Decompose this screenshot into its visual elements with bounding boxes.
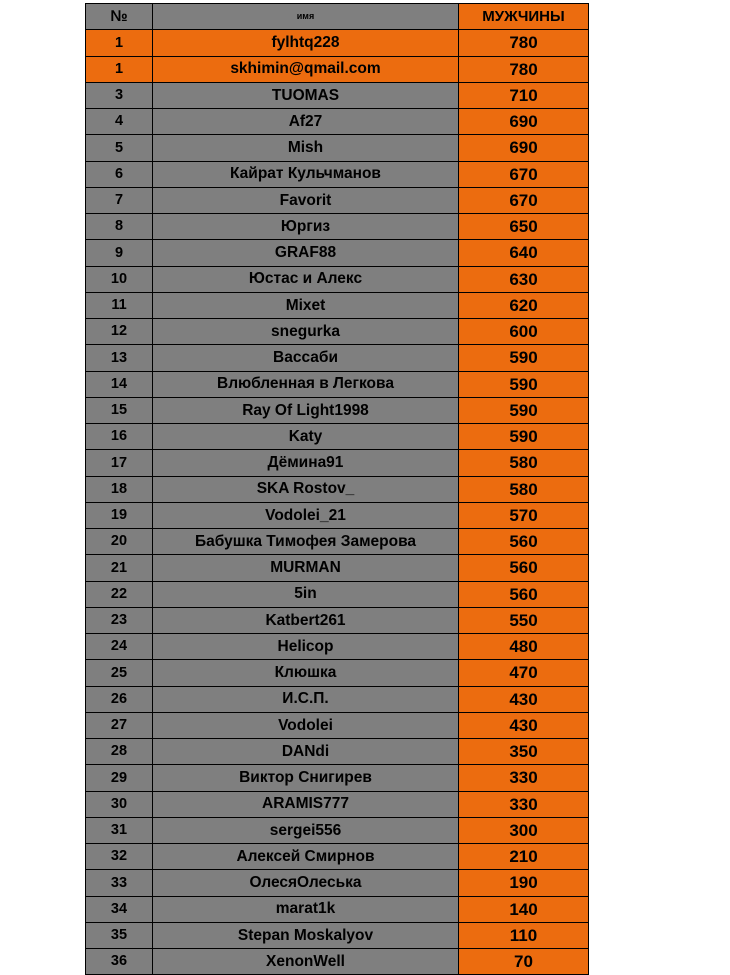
table-row	[86, 529, 589, 555]
row-name: TUOMAS	[153, 82, 459, 108]
row-number: 16	[86, 424, 153, 450]
row-score: 430	[459, 712, 589, 738]
row-score: 590	[459, 345, 589, 371]
table-row	[86, 345, 589, 371]
table-header	[86, 4, 589, 30]
row-score: 580	[459, 476, 589, 502]
row-number: 33	[86, 870, 153, 896]
table-row	[86, 817, 589, 843]
row-score: 640	[459, 240, 589, 266]
row-score: 110	[459, 922, 589, 948]
row-name: Кайрат Кульчманов	[153, 161, 459, 187]
row-name: Бабушка Тимофея Замерова	[153, 529, 459, 555]
row-number: 15	[86, 397, 153, 423]
table-row	[86, 214, 589, 240]
ranking-table	[85, 3, 589, 975]
row-name: Helicop	[153, 634, 459, 660]
header-name: имя	[153, 4, 459, 30]
row-name: И.С.П.	[153, 686, 459, 712]
row-name: Вассаби	[153, 345, 459, 371]
row-number: 17	[86, 450, 153, 476]
table-row	[86, 765, 589, 791]
row-number: 14	[86, 371, 153, 397]
row-number: 32	[86, 844, 153, 870]
row-name: DANdi	[153, 739, 459, 765]
row-number: 36	[86, 949, 153, 975]
row-score: 470	[459, 660, 589, 686]
table-row	[86, 581, 589, 607]
row-score: 330	[459, 791, 589, 817]
row-name: fylhtq228	[153, 30, 459, 56]
row-name: MURMAN	[153, 555, 459, 581]
row-score: 560	[459, 555, 589, 581]
row-number: 8	[86, 214, 153, 240]
row-name: marat1k	[153, 896, 459, 922]
table-row	[86, 660, 589, 686]
row-score: 480	[459, 634, 589, 660]
table-row	[86, 450, 589, 476]
row-score: 140	[459, 896, 589, 922]
row-number: 30	[86, 791, 153, 817]
row-name: Дёмина91	[153, 450, 459, 476]
table-row	[86, 424, 589, 450]
table-row	[86, 844, 589, 870]
row-score: 330	[459, 765, 589, 791]
row-name: sergei556	[153, 817, 459, 843]
row-name: SKA Rostov_	[153, 476, 459, 502]
row-name: Алексей Смирнов	[153, 844, 459, 870]
table-row	[86, 56, 589, 82]
row-number: 34	[86, 896, 153, 922]
row-number: 9	[86, 240, 153, 266]
row-number: 25	[86, 660, 153, 686]
row-score: 570	[459, 502, 589, 528]
table-row	[86, 634, 589, 660]
row-number: 10	[86, 266, 153, 292]
row-number: 4	[86, 109, 153, 135]
row-number: 18	[86, 476, 153, 502]
row-name: Влюбленная в Легкова	[153, 371, 459, 397]
row-name: ARAMIS777	[153, 791, 459, 817]
row-score: 650	[459, 214, 589, 240]
row-number: 26	[86, 686, 153, 712]
row-name: snegurka	[153, 319, 459, 345]
table-row	[86, 896, 589, 922]
row-number: 20	[86, 529, 153, 555]
row-score: 300	[459, 817, 589, 843]
row-name: Клюшка	[153, 660, 459, 686]
row-number: 35	[86, 922, 153, 948]
table-row	[86, 607, 589, 633]
row-name: Vodolei	[153, 712, 459, 738]
table-row	[86, 502, 589, 528]
row-name: Mixet	[153, 292, 459, 318]
row-name: Stepan Moskalyov	[153, 922, 459, 948]
row-name: Mish	[153, 135, 459, 161]
row-number: 3	[86, 82, 153, 108]
table-row	[86, 30, 589, 56]
row-number: 19	[86, 502, 153, 528]
row-name: Katy	[153, 424, 459, 450]
row-number: 6	[86, 161, 153, 187]
row-score: 590	[459, 424, 589, 450]
table-row	[86, 791, 589, 817]
row-name: Favorit	[153, 187, 459, 213]
row-number: 23	[86, 607, 153, 633]
table-row	[86, 319, 589, 345]
row-score: 590	[459, 371, 589, 397]
row-name: XenonWell	[153, 949, 459, 975]
row-score: 590	[459, 397, 589, 423]
row-score: 620	[459, 292, 589, 318]
row-score: 780	[459, 30, 589, 56]
row-name: Af27	[153, 109, 459, 135]
row-score: 670	[459, 161, 589, 187]
row-name: Vodolei_21	[153, 502, 459, 528]
row-score: 350	[459, 739, 589, 765]
row-number: 29	[86, 765, 153, 791]
table-row	[86, 949, 589, 975]
table-row	[86, 187, 589, 213]
table-row	[86, 686, 589, 712]
table-row	[86, 712, 589, 738]
row-score: 560	[459, 529, 589, 555]
row-number: 31	[86, 817, 153, 843]
row-number: 1	[86, 56, 153, 82]
row-name: GRAF88	[153, 240, 459, 266]
row-score: 190	[459, 870, 589, 896]
row-score: 210	[459, 844, 589, 870]
table-row	[86, 109, 589, 135]
row-number: 22	[86, 581, 153, 607]
header-number: №	[86, 4, 153, 30]
row-number: 1	[86, 30, 153, 56]
row-number: 7	[86, 187, 153, 213]
row-score: 430	[459, 686, 589, 712]
row-name: Юстас и Алекс	[153, 266, 459, 292]
header-row	[86, 4, 589, 30]
table-body	[86, 30, 589, 975]
table-row	[86, 922, 589, 948]
row-score: 670	[459, 187, 589, 213]
row-number: 5	[86, 135, 153, 161]
table-row	[86, 240, 589, 266]
row-name: 5in	[153, 581, 459, 607]
row-number: 12	[86, 319, 153, 345]
row-score: 560	[459, 581, 589, 607]
row-name: Ray Of Light1998	[153, 397, 459, 423]
row-score: 70	[459, 949, 589, 975]
row-score: 630	[459, 266, 589, 292]
row-number: 13	[86, 345, 153, 371]
row-number: 21	[86, 555, 153, 581]
row-score: 600	[459, 319, 589, 345]
row-score: 690	[459, 135, 589, 161]
table-row	[86, 161, 589, 187]
row-name: Виктор Снигирев	[153, 765, 459, 791]
row-score: 710	[459, 82, 589, 108]
table-row	[86, 739, 589, 765]
row-score: 780	[459, 56, 589, 82]
table-row	[86, 135, 589, 161]
table-row	[86, 555, 589, 581]
row-number: 24	[86, 634, 153, 660]
table-row	[86, 371, 589, 397]
table-row	[86, 266, 589, 292]
row-number: 11	[86, 292, 153, 318]
row-number: 28	[86, 739, 153, 765]
table-row	[86, 82, 589, 108]
row-number: 27	[86, 712, 153, 738]
table-row	[86, 476, 589, 502]
row-name: Katbert261	[153, 607, 459, 633]
row-score: 690	[459, 109, 589, 135]
row-name: skhimin@qmail.com	[153, 56, 459, 82]
table-row	[86, 870, 589, 896]
header-score: МУЖЧИНЫ	[459, 4, 589, 30]
row-score: 550	[459, 607, 589, 633]
table-row	[86, 397, 589, 423]
row-score: 580	[459, 450, 589, 476]
table-row	[86, 292, 589, 318]
row-name: Юргиз	[153, 214, 459, 240]
row-name: ОлесяОлеська	[153, 870, 459, 896]
